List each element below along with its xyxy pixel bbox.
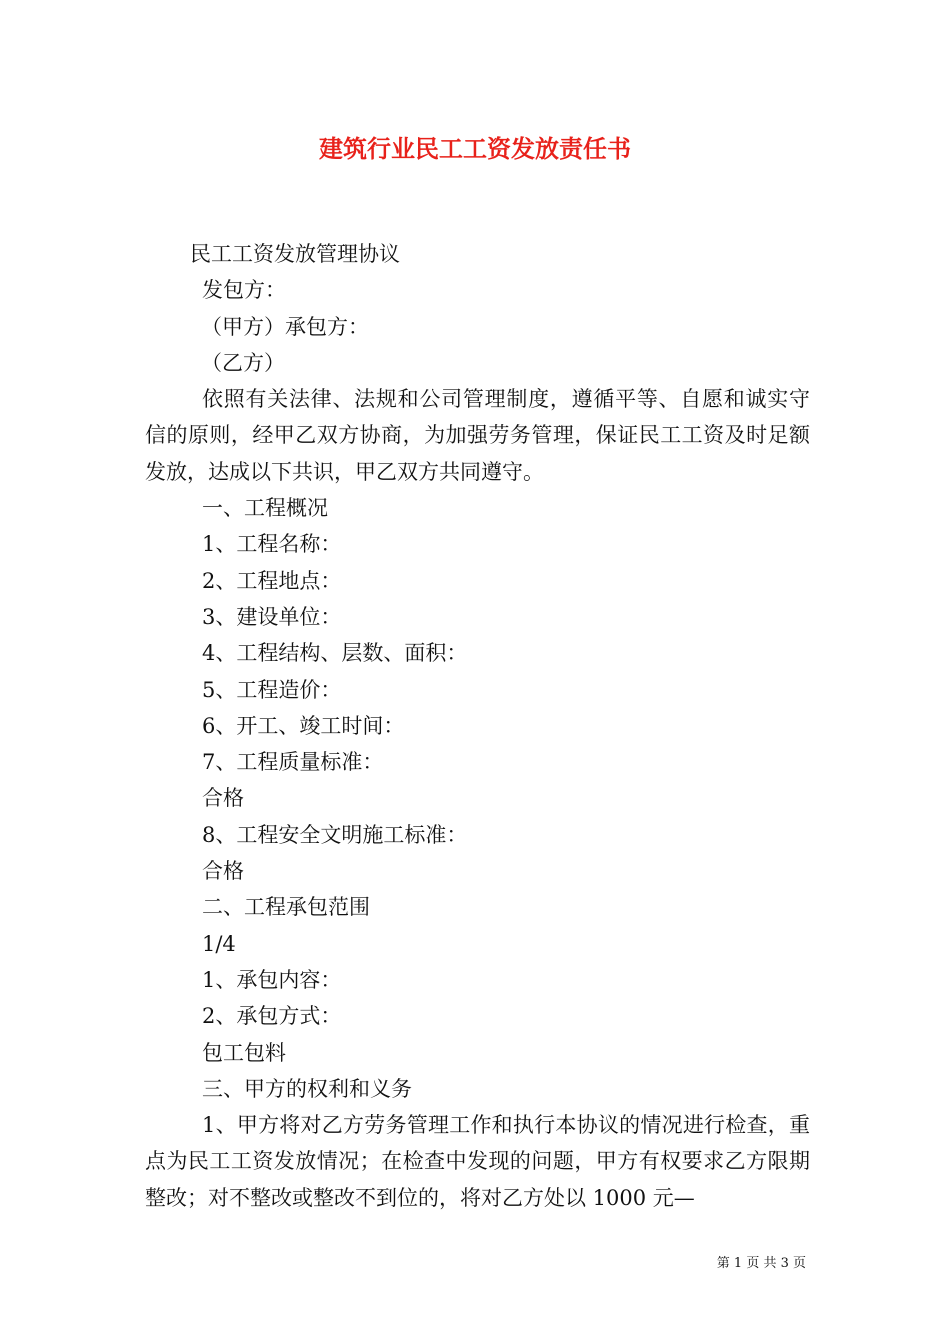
list-item-value: 合格 <box>202 786 244 811</box>
section-heading-3: 三、甲方的权利和义务 <box>202 1076 412 1101</box>
page-footer: 第 1 页 共 3 页 <box>716 1256 806 1271</box>
list-item: 6、开工、竣工时间： <box>202 713 405 738</box>
agreement-heading: 民工工资发放管理协议 <box>190 242 400 266</box>
party-b-line: （甲方）承包方： <box>201 314 369 339</box>
list-item: 4、工程结构、层数、面积： <box>202 641 468 666</box>
obligation-paragraph: 1、甲方将对乙方劳务管理工作和执行本协议的情况进行检查，重点为民工工资发放情况；在检查中发现的问题，甲方有权要求乙方限期整改；对不整改或整改不到位的，将对乙方处以 1000 元— <box>145 1113 810 1210</box>
list-item: 1、工程名称： <box>202 532 342 557</box>
list-item: 8、工程安全文明施工标准： <box>202 822 468 847</box>
party-a-line: 发包方： <box>202 278 286 303</box>
list-item-value: 合格 <box>202 859 244 884</box>
preamble-paragraph: 依照有关法律、法规和公司管理制度，遵循平等、自愿和诚实守信的原则，经甲乙双方协商，为加强劳务管理，保证民工工资及时足额发放，达成以下共识，甲乙双方共同遵守。 <box>145 387 810 484</box>
list-item: 5、工程造价： <box>202 677 342 702</box>
list-item: 7、工程质量标准： <box>202 750 384 775</box>
list-item: 2、工程地点： <box>202 568 342 593</box>
section-heading-2: 二、工程承包范围 <box>202 895 370 920</box>
party-b-label-line: （乙方） <box>201 350 285 375</box>
list-item: 3、建设单位： <box>202 604 342 629</box>
list-item-value: 包工包料 <box>202 1040 286 1065</box>
document-body <box>145 236 810 1216</box>
list-item: 1、承包内容： <box>202 967 342 992</box>
list-item: 2、承包方式： <box>202 1004 342 1029</box>
inline-page-marker: 1/4 <box>202 931 236 956</box>
section-heading-1: 一、工程概况 <box>202 496 328 521</box>
document-title: 建筑行业民工工资发放责任书 <box>319 135 631 163</box>
